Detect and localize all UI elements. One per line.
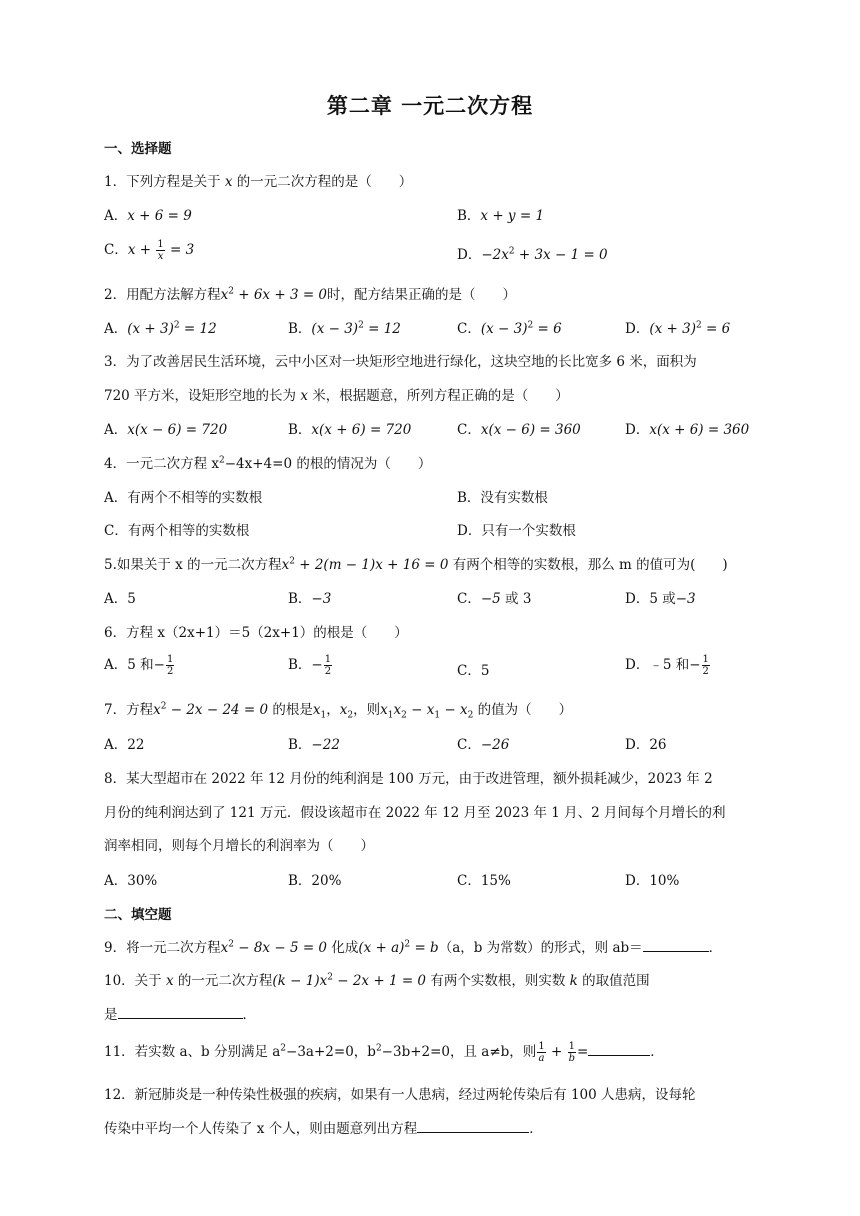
- option-math: −5: [480, 591, 501, 607]
- q7-expr: x: [393, 702, 402, 718]
- q2-option-a: [104, 317, 217, 337]
- option-math: 30%: [127, 873, 158, 889]
- subscript: 1: [387, 710, 394, 721]
- question-8-line-1: 8．某大型超市在 2022 年 12 月份的纯利润是 100 万元，由于改进管理，额外损耗减少，2023 年 2: [104, 771, 713, 787]
- q7-text-a: 7．方程: [104, 702, 154, 718]
- option-math: 10%: [649, 873, 680, 889]
- fraction-numerator: 1: [324, 654, 332, 665]
- exponent: 2: [375, 1043, 382, 1054]
- q7-math: x: [153, 702, 161, 718]
- q7-expr: − x: [406, 702, 435, 718]
- q10-var: x: [165, 973, 174, 989]
- fraction-denominator: x: [157, 251, 164, 262]
- q12-text-b: ．: [529, 1121, 543, 1137]
- fraction: [568, 1041, 576, 1064]
- q3-option-c: [457, 418, 581, 438]
- q11-answer-blank[interactable]: [588, 1043, 650, 1056]
- q7-root: x: [339, 702, 348, 718]
- exponent: 2: [358, 320, 364, 331]
- exponent: 2: [280, 1043, 287, 1054]
- fraction: [156, 239, 164, 262]
- q2-math: x: [220, 287, 229, 303]
- option-label: B．: [288, 591, 312, 607]
- option-math: x +: [127, 242, 156, 258]
- q3-option-b: [288, 418, 411, 438]
- q5-text-b: 有两个相等的实数根，那么 m 的值可为( ): [448, 557, 728, 573]
- q11-text-d: ．: [650, 1044, 664, 1060]
- option-label: C．: [457, 737, 481, 753]
- question-3-line-2: [104, 384, 569, 404]
- option-label: D．: [625, 422, 650, 438]
- option-label: C．: [457, 591, 481, 607]
- option-label: B．: [288, 873, 312, 889]
- q7-option-d: D．26: [625, 737, 667, 753]
- fraction: [324, 654, 332, 677]
- q10-answer-blank[interactable]: [118, 1006, 243, 1019]
- q8-option-a: [104, 869, 157, 889]
- exponent: 2: [508, 246, 515, 257]
- q7-option-c: [457, 733, 509, 753]
- minus-sign: −: [311, 657, 323, 673]
- option-text: 5 或: [649, 591, 676, 607]
- minus-sign: −: [153, 657, 165, 673]
- option-label: B．: [288, 321, 312, 337]
- fraction-numerator: 1: [568, 1041, 575, 1052]
- q3-text-b: 米，根据题意，所列方程正确的是（ ）: [307, 388, 569, 404]
- q2-option-c: [457, 317, 562, 337]
- q5-option-c: [457, 587, 531, 607]
- option-label: B．: [288, 737, 312, 753]
- question-4-stem: [104, 452, 431, 472]
- question-12-line-2: [104, 1117, 543, 1137]
- q9-text-b: 化成: [327, 940, 359, 956]
- q4-text-a: 4．一元二次方程 x: [104, 456, 219, 472]
- option-math: x(x + 6) = 720: [311, 422, 412, 438]
- subscript: 2: [401, 710, 407, 721]
- q7-root: x: [312, 702, 321, 718]
- fraction-denominator: b: [568, 1053, 575, 1064]
- option-math: −22: [311, 737, 340, 753]
- option-label: B．: [288, 422, 312, 438]
- option-math: −26: [480, 737, 510, 753]
- question-8-line-3: 润率相同，则每个月增长的利润率为（ ）: [104, 838, 374, 854]
- q9-answer-blank[interactable]: [643, 939, 709, 952]
- q3-text-a: 720 平方米，设矩形空地的长为: [104, 388, 301, 404]
- option-label: D．: [625, 657, 650, 673]
- fraction-denominator: 2: [702, 666, 709, 677]
- q4-option-b: B．没有实数根: [457, 490, 548, 506]
- option-math: 20%: [311, 873, 342, 889]
- q10-var: k: [569, 973, 578, 989]
- q9-text-c: （a，b 为常数）的形式，则 ab＝: [438, 940, 643, 956]
- option-label: B．: [288, 657, 312, 673]
- q9-math: (x + a): [358, 940, 405, 956]
- option-math: (x + 3): [127, 321, 174, 337]
- exponent: 2: [327, 972, 333, 983]
- q1-text-b: 的一元二次方程的是（ ）: [232, 174, 413, 190]
- q11-text-b: −3a+2=0，b: [286, 1044, 376, 1060]
- q11-text-a: 11．若实数 a、b 分别满足 a: [104, 1044, 281, 1060]
- q8-option-d: [625, 869, 679, 889]
- question-10-stem: [104, 969, 650, 989]
- exponent: 2: [173, 320, 180, 331]
- q3-var: x: [300, 388, 308, 404]
- question-10-line-2: [104, 1003, 256, 1023]
- fraction-denominator: 2: [166, 666, 174, 677]
- q9-math: x: [220, 940, 229, 956]
- q1-option-c: [104, 238, 194, 262]
- q5-text-a: 5.如果关于 x 的一元二次方程: [104, 557, 282, 573]
- exponent: 2: [219, 455, 225, 466]
- question-8-line-2: 月份的纯利润达到了 121 万元．假设该超市在 2022 年 12 月至 2023 年 1 月、2 月间每个月增长的利: [104, 805, 726, 821]
- q10-text-c: 有两个实数根，则实数: [426, 973, 570, 989]
- option-math: = 6: [533, 321, 562, 337]
- option-label: D．: [625, 321, 650, 337]
- fraction-numerator: 1: [702, 654, 709, 665]
- option-text: 或 3: [500, 591, 532, 607]
- option-math: + 3x − 1 = 0: [514, 247, 608, 263]
- option-math: (x − 3): [480, 321, 528, 337]
- q5-option-d: [625, 587, 696, 607]
- option-label: A．: [104, 422, 128, 438]
- q6-option-c: C．5: [457, 663, 490, 679]
- option-math: = 12: [179, 321, 217, 337]
- subscript: 2: [467, 710, 474, 721]
- question-2-stem: [104, 283, 516, 303]
- q12-answer-blank[interactable]: [417, 1120, 529, 1133]
- q7-text-d: 的值为（ ）: [473, 702, 573, 718]
- option-math: −2x: [481, 247, 509, 263]
- q4-text-b: −4x+4=0 的根的情况为（ ）: [224, 456, 432, 472]
- question-3-line-1: 3．为了改善居民生活环境，云中小区对一块矩形空地进行绿化，这块空地的长比宽多 6 米，面积为: [104, 354, 697, 370]
- fraction-denominator: a: [538, 1053, 545, 1064]
- q10-text-e: 是: [104, 1007, 118, 1023]
- q2-text-a: 2．用配方法解方程: [104, 287, 221, 303]
- option-math: x(x − 6) = 720: [127, 422, 228, 438]
- fraction-denominator: 2: [324, 666, 332, 677]
- q11-text-c: −3b+2=0，且 a≠b，则: [381, 1044, 537, 1060]
- equals-sign: =: [576, 1044, 589, 1060]
- page-title: 第二章 一元二次方程: [326, 94, 534, 118]
- q1-option-b: [457, 204, 544, 224]
- option-label: D．: [625, 873, 650, 889]
- q7-expr: x: [380, 702, 388, 718]
- q4-option-c: C．有两个相等的实数根: [104, 523, 250, 539]
- q1-option-d: [457, 243, 608, 263]
- q10-text-f: ．: [242, 1007, 256, 1023]
- q7-text-c: ，则: [353, 702, 381, 718]
- option-math: −3: [311, 591, 332, 607]
- option-math: = 3: [165, 242, 195, 258]
- option-label: A．: [104, 321, 128, 337]
- q2-option-d: [625, 317, 730, 337]
- q6-option-d: [625, 653, 711, 677]
- question-7-stem: [104, 698, 572, 721]
- q8-option-b: [288, 869, 341, 889]
- option-label: C．: [457, 321, 481, 337]
- option-label: B．: [457, 208, 481, 224]
- q9-text-d: ．: [708, 940, 723, 956]
- section-heading-fill: 二、填空题: [104, 907, 172, 923]
- q7-text-b: 的根是: [268, 702, 313, 718]
- exponent: 2: [527, 320, 534, 331]
- subscript: 2: [347, 710, 354, 721]
- option-text: ﹣5 和: [649, 657, 690, 673]
- option-math: x + y = 1: [480, 208, 545, 224]
- q2-option-b: [288, 317, 401, 337]
- q1-text-a: 1．下列方程是关于: [104, 174, 225, 190]
- exponent: 2: [160, 701, 167, 712]
- question-9-stem: [104, 936, 722, 956]
- q6-option-b: [288, 653, 333, 677]
- q3-option-d: [625, 418, 749, 438]
- option-label: C．: [457, 422, 481, 438]
- option-label: A．: [104, 873, 128, 889]
- q2-text-b: 时，配方结果正确的是（ ）: [327, 287, 517, 303]
- exponent: 2: [289, 556, 295, 567]
- option-math: 15%: [480, 873, 511, 889]
- q8-option-c: [457, 869, 511, 889]
- q4-option-d: D．只有一个实数根: [457, 523, 576, 539]
- option-math: x + 6 = 9: [127, 208, 192, 224]
- fraction: [166, 654, 174, 677]
- q7-option-a: A．22: [104, 737, 145, 753]
- q9-text-a: 9．将一元二次方程: [104, 940, 221, 956]
- subscript: 1: [320, 710, 327, 721]
- q7-option-b: [288, 733, 340, 753]
- option-label: C．: [104, 242, 128, 258]
- q5-math: x: [281, 557, 290, 573]
- exponent: 2: [695, 320, 702, 331]
- fraction-numerator: 1: [157, 239, 164, 250]
- exponent: 2: [228, 286, 234, 297]
- q10-text-b: 的一元二次方程: [173, 973, 273, 989]
- option-math: x(x + 6) = 360: [649, 422, 750, 438]
- q10-math: − 2x + 1 = 0: [332, 973, 427, 989]
- option-label: A．: [104, 208, 128, 224]
- fraction-numerator: 1: [166, 654, 174, 665]
- q10-text-d: 的取值范围: [577, 973, 650, 989]
- section-heading-choice: 一、选择题: [104, 141, 172, 157]
- question-6-stem: 6．方程 x（2x+1）＝5（2x+1）的根是（ ）: [104, 625, 408, 641]
- q12-text-a: 传染中平均一个人传染了 x 个人，则由题意列出方程: [104, 1121, 418, 1137]
- q9-math: − 8x − 5 = 0: [233, 940, 328, 956]
- option-math: −3: [675, 591, 696, 607]
- q1-var: x: [224, 174, 233, 190]
- q10-math: (k − 1)x: [272, 973, 328, 989]
- q2-math: + 6x + 3 = 0: [233, 287, 328, 303]
- fraction: [537, 1041, 545, 1064]
- q4-option-a: A．有两个不相等的实数根: [104, 490, 263, 506]
- option-math: (x − 3): [311, 321, 359, 337]
- q5-option-a: A．5: [104, 591, 136, 607]
- q1-option-a: [104, 204, 192, 224]
- q7-math: − 2x − 24 = 0: [166, 702, 269, 718]
- q10-text-a: 10．关于: [104, 973, 166, 989]
- option-math: = 6: [701, 321, 731, 337]
- exponent: 2: [404, 939, 411, 950]
- fraction: [702, 654, 710, 677]
- q7-sep: ，: [326, 702, 340, 718]
- option-math: = 12: [363, 321, 401, 337]
- fraction-numerator: 1: [538, 1041, 545, 1052]
- option-label: A．: [104, 657, 128, 673]
- question-5-stem: [104, 553, 728, 573]
- question-11-stem: [104, 1040, 664, 1064]
- option-math: x(x − 6) = 360: [480, 422, 581, 438]
- q5-math: + 2(m − 1)x + 16 = 0: [294, 557, 449, 573]
- question-1-stem: [104, 170, 412, 190]
- option-text: 5 和: [127, 657, 154, 673]
- option-label: C．: [457, 873, 481, 889]
- minus-sign: −: [689, 657, 701, 673]
- option-label: D．: [625, 591, 650, 607]
- q6-option-a: [104, 653, 175, 677]
- subscript: 1: [434, 710, 441, 721]
- q5-option-b: [288, 587, 331, 607]
- q3-option-a: [104, 418, 227, 438]
- plus-sign: +: [546, 1044, 567, 1060]
- q7-expr: − x: [440, 702, 468, 718]
- exponent: 2: [228, 939, 234, 950]
- option-math: (x + 3): [649, 321, 696, 337]
- question-12-line-1: 12．新冠肺炎是一种传染性极强的疾病，如果有一人患病，经过两轮传染后有 100 人患病，设每轮: [104, 1087, 696, 1103]
- q9-math: = b: [410, 940, 439, 956]
- option-label: D．: [457, 247, 482, 263]
